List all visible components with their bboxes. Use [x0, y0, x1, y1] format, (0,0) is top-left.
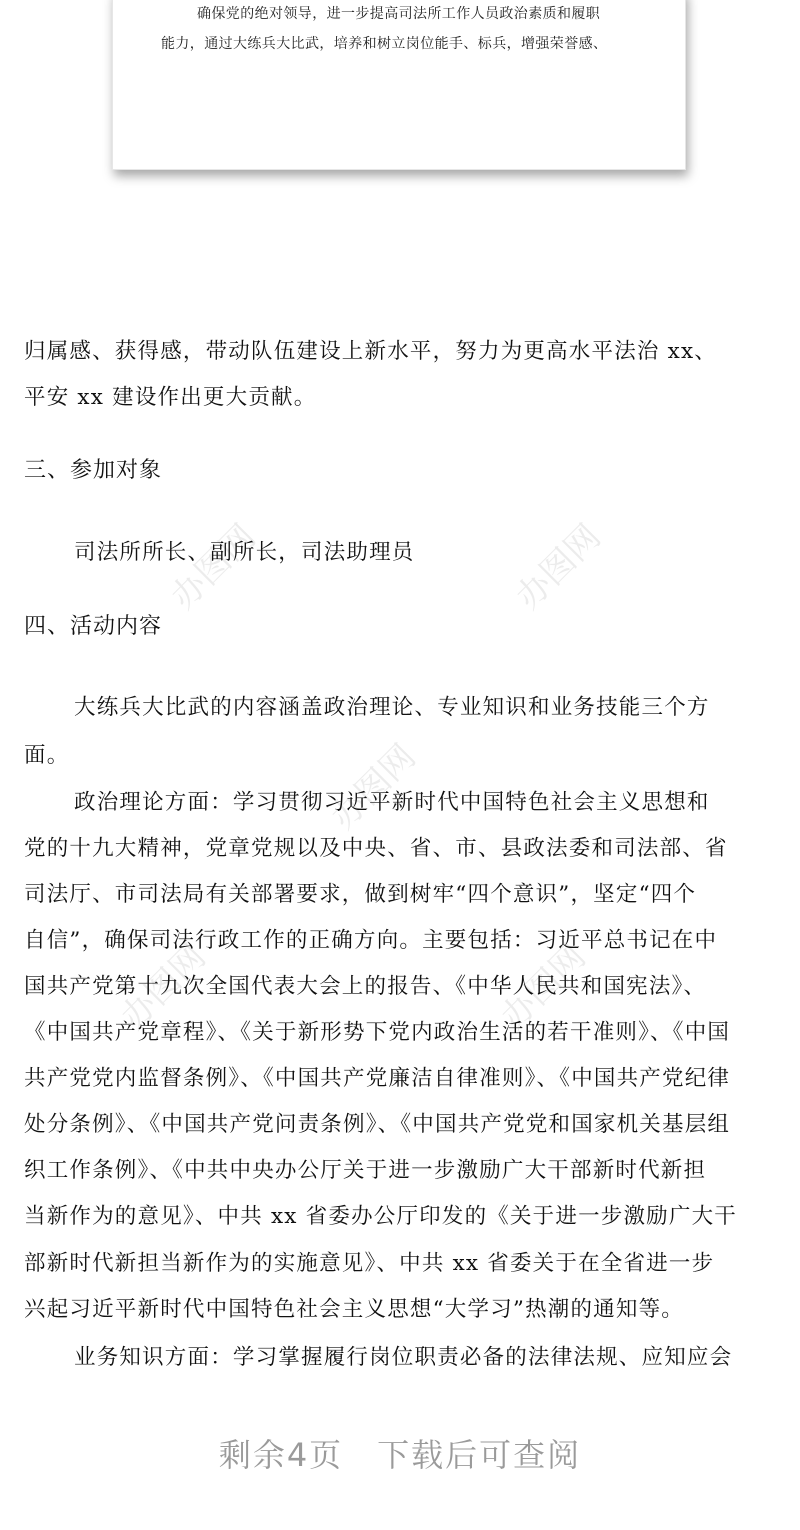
watermark: 办图网: [163, 516, 264, 618]
watermark: 办图网: [508, 516, 609, 618]
paragraph-line: 司法所所长、副所长，司法助理员: [74, 540, 415, 565]
paragraph-line: 面。: [24, 743, 70, 768]
paragraph-line: 业务知识方面：学习掌握履行岗位职责必备的法律法规、应知应会: [74, 1345, 733, 1370]
paragraph-line: 归属感、获得感，带动队伍建设上新水平，努力为更高水平法治 xx、: [24, 339, 717, 364]
watermark: 办图网: [113, 936, 214, 1038]
paragraph-line: 织工作条例》、《中共中央办公厅关于进一步激励广大干部新时代新担: [24, 1158, 707, 1183]
paragraph-line: 共产党党内监督条例》、《中国共产党廉洁自律准则》、《中国共产党纪律: [24, 1066, 731, 1091]
card-text-line: 能力，通过大练兵大比武，培养和树立岗位能手、标兵，增强荣誉感、: [161, 36, 608, 52]
section-heading: 四、活动内容: [24, 614, 163, 639]
paragraph-line: 司法厅、市司法局有关部署要求，做到树牢“四个意识”，坚定“四个: [24, 882, 697, 907]
paragraph-line: 大练兵大比武的内容涵盖政治理论、专业知识和业务技能三个方: [74, 695, 710, 720]
watermark: 办图网: [493, 936, 594, 1038]
paragraph-line: 兴起习近平新时代中国特色社会主义思想“大学习”热潮的通知等。: [24, 1297, 684, 1322]
paragraph-line: 党的十九大精神，党章党规以及中央、省、市、县政法委和司法部、省: [24, 836, 728, 861]
remaining-pages-notice[interactable]: 剩余4页 下载后可查阅: [218, 1436, 582, 1474]
paragraph-line: 国共产党第十九次全国代表大会上的报告、《中华人民共和国宪法》、: [24, 974, 707, 999]
paragraph-line: 自信”，确保司法行政工作的正确方向。主要包括：习近平总书记在中: [24, 928, 718, 953]
paragraph-line: 当新作为的意见》、中共 xx 省委办公厅印发的《关于进一步激励广大干: [24, 1204, 737, 1229]
paragraph-line: 《中国共产党章程》、《关于新形势下党内政治生活的若干准则》、《中国: [24, 1020, 731, 1045]
paragraph-line: 平安 xx 建设作出更大贡献。: [24, 385, 317, 410]
paragraph-line: 部新时代新担当新作为的实施意见》、中共 xx 省委关于在全省进一步: [24, 1251, 715, 1276]
section-heading: 三、参加对象: [24, 458, 163, 483]
card-text-line: 确保党的绝对领导，进一步提高司法所工作人员政治素质和履职: [197, 6, 601, 22]
paragraph-line: 政治理论方面：学习贯彻习近平新时代中国特色社会主义思想和: [74, 790, 710, 815]
paragraph-line: 处分条例》、《中国共产党问责条例》、《中国共产党党和国家机关基层组: [24, 1112, 731, 1137]
document-preview-card: [112, 0, 686, 170]
watermark: 办图网: [323, 736, 424, 838]
